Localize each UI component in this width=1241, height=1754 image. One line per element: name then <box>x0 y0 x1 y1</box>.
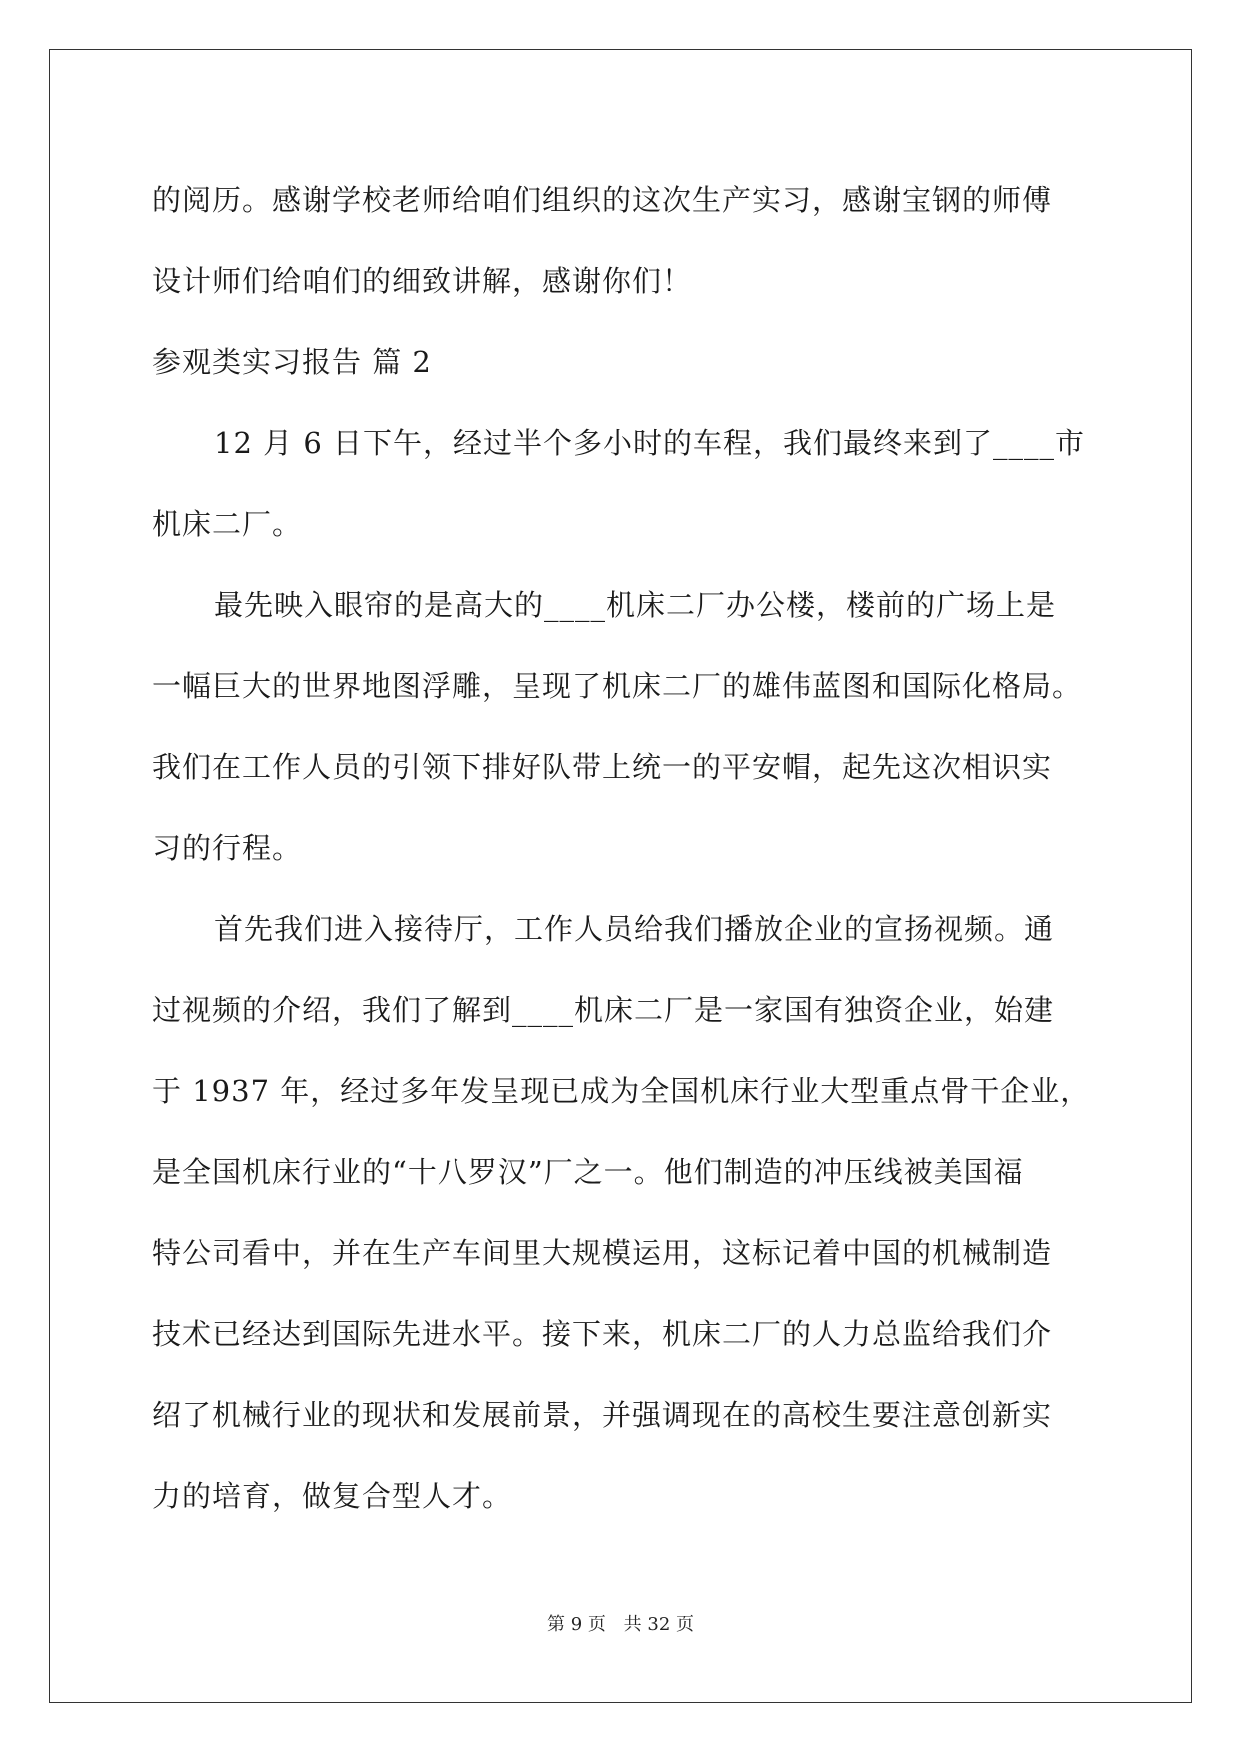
text-line-9: 习的行程。 <box>152 831 303 865</box>
text-line-17: 力的培育，做复合型人才。 <box>152 1479 513 1513</box>
page-footer <box>0 1610 1241 1636</box>
text-line-5: 机床二厂。 <box>152 507 303 541</box>
section-heading: 参观类实习报告 篇 2 <box>152 345 432 379</box>
page-number: 第 9 页 <box>547 1614 606 1635</box>
document-body <box>152 160 1092 1537</box>
text-line-1: 的阅历。感谢学校老师给咱们组织的这次生产实习，感谢宝钢的师傅 <box>152 183 1053 217</box>
text-line-15: 技术已经达到国际先进水平。接下来，机床二厂的人力总监给我们介 <box>152 1317 1053 1351</box>
text-line-12: 于 1937 年，经过多年发呈现已成为全国机床行业大型重点骨干企业， <box>152 1074 1091 1108</box>
text-line-8: 我们在工作人员的引领下排好队带上统一的平安帽，起先这次相识实 <box>152 750 1053 784</box>
text-line-7: 一幅巨大的世界地图浮雕，呈现了机床二厂的雄伟蓝图和国际化格局。 <box>152 669 1083 703</box>
text-line-10: 首先我们进入接待厅，工作人员给我们播放企业的宣扬视频。通 <box>214 912 1055 946</box>
text-line-14: 特公司看中，并在生产车间里大规模运用，这标记着中国的机械制造 <box>152 1236 1053 1270</box>
text-line-6: 最先映入眼帘的是高大的____机床二厂办公楼，楼前的广场上是 <box>214 588 1057 622</box>
page-total: 共 32 页 <box>623 1614 694 1635</box>
text-line-2: 设计师们给咱们的细致讲解，感谢你们！ <box>152 264 693 298</box>
text-line-13: 是全国机床行业的“十八罗汉”厂之一。他们制造的冲压线被美国福 <box>152 1155 1024 1189</box>
text-line-4: 12 月 6 日下午，经过半个多小时的车程，我们最终来到了____市 <box>214 426 1086 460</box>
text-line-11: 过视频的介绍，我们了解到____机床二厂是一家国有独资企业，始建 <box>152 993 1055 1027</box>
text-line-16: 绍了机械行业的现状和发展前景，并强调现在的高校生要注意创新实 <box>152 1398 1053 1432</box>
